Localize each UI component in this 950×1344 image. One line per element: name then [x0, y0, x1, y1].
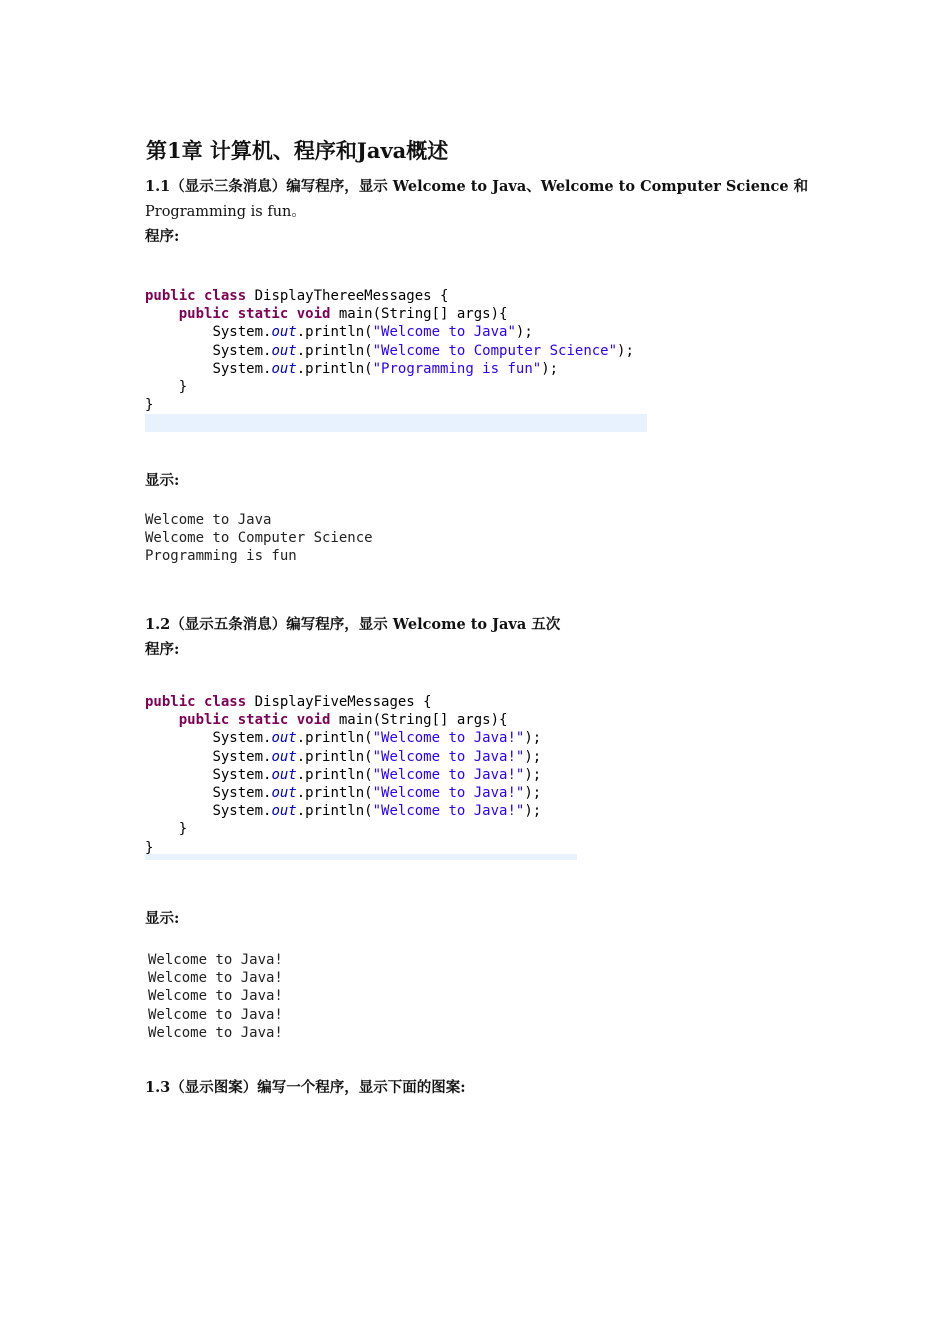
output-line: Welcome to Java! — [148, 952, 283, 968]
code-line: } — [145, 839, 154, 856]
exercise-1-1-display-label: 显示: — [145, 472, 180, 489]
exercise-1-1-program-label: 程序: — [145, 228, 180, 245]
code-line: public class DisplayFiveMessages { — [145, 694, 432, 710]
code-highlight-line — [145, 414, 647, 432]
code-line: System.out.println("Welcome to Computer Science"); — [212, 342, 634, 359]
code-line: public class DisplayThereeMessages { — [145, 288, 449, 304]
code-line: public static void main(String[] args){ — [178, 712, 508, 729]
exercise-1-3-description: 1.3（显示图案）编写一个程序，显示下面的图案: — [145, 1079, 466, 1096]
output-line: Welcome to Java! — [148, 970, 283, 987]
code-line: public static void main(String[] args){ — [178, 306, 508, 323]
exercise-1-2-description: 1.2（显示五条消息）编写程序，显示 Welcome to Java 五次 — [145, 616, 561, 633]
exercise-1-1-description-cont: Programming is fun。 — [145, 204, 306, 220]
output-line: Welcome to Computer Science — [145, 530, 373, 547]
code-line: System.out.println("Welcome to Java"); — [212, 324, 533, 341]
code-line: } — [145, 397, 154, 414]
exercise-1-1-code-block — [145, 287, 634, 414]
output-line: Welcome to Java! — [148, 1024, 283, 1041]
exercise-1-2-code-block — [145, 693, 541, 857]
code-line: System.out.println("Welcome to Java!"); — [212, 766, 542, 783]
exercise-1-2-program-label: 程序: — [145, 641, 180, 658]
code-line: System.out.println("Welcome to Java!"); — [212, 748, 542, 765]
code-line: } — [178, 821, 188, 838]
code-line: } — [178, 378, 188, 395]
code-line: System.out.println("Welcome to Java!"); — [212, 784, 542, 801]
exercise-1-1-output — [145, 511, 373, 566]
output-line: Programming is fun — [145, 548, 297, 565]
code-line: System.out.println("Welcome to Java!"); — [212, 803, 542, 820]
exercise-1-2-display-label: 显示: — [145, 910, 180, 927]
exercise-1-1-description: 1.1（显示三条消息）编写程序，显示 Welcome to Java、Welcome to Computer Science 和 — [145, 178, 809, 195]
output-line: Welcome to Java! — [148, 1006, 283, 1023]
output-line: Welcome to Java! — [148, 988, 283, 1005]
chapter-title: 第1章 计算机、程序和Java概述 — [146, 138, 449, 163]
code-line: System.out.println("Programming is fun"); — [212, 360, 559, 377]
output-line: Welcome to Java — [145, 512, 272, 528]
code-line: System.out.println("Welcome to Java!"); — [212, 730, 542, 747]
exercise-1-2-output — [148, 951, 283, 1042]
